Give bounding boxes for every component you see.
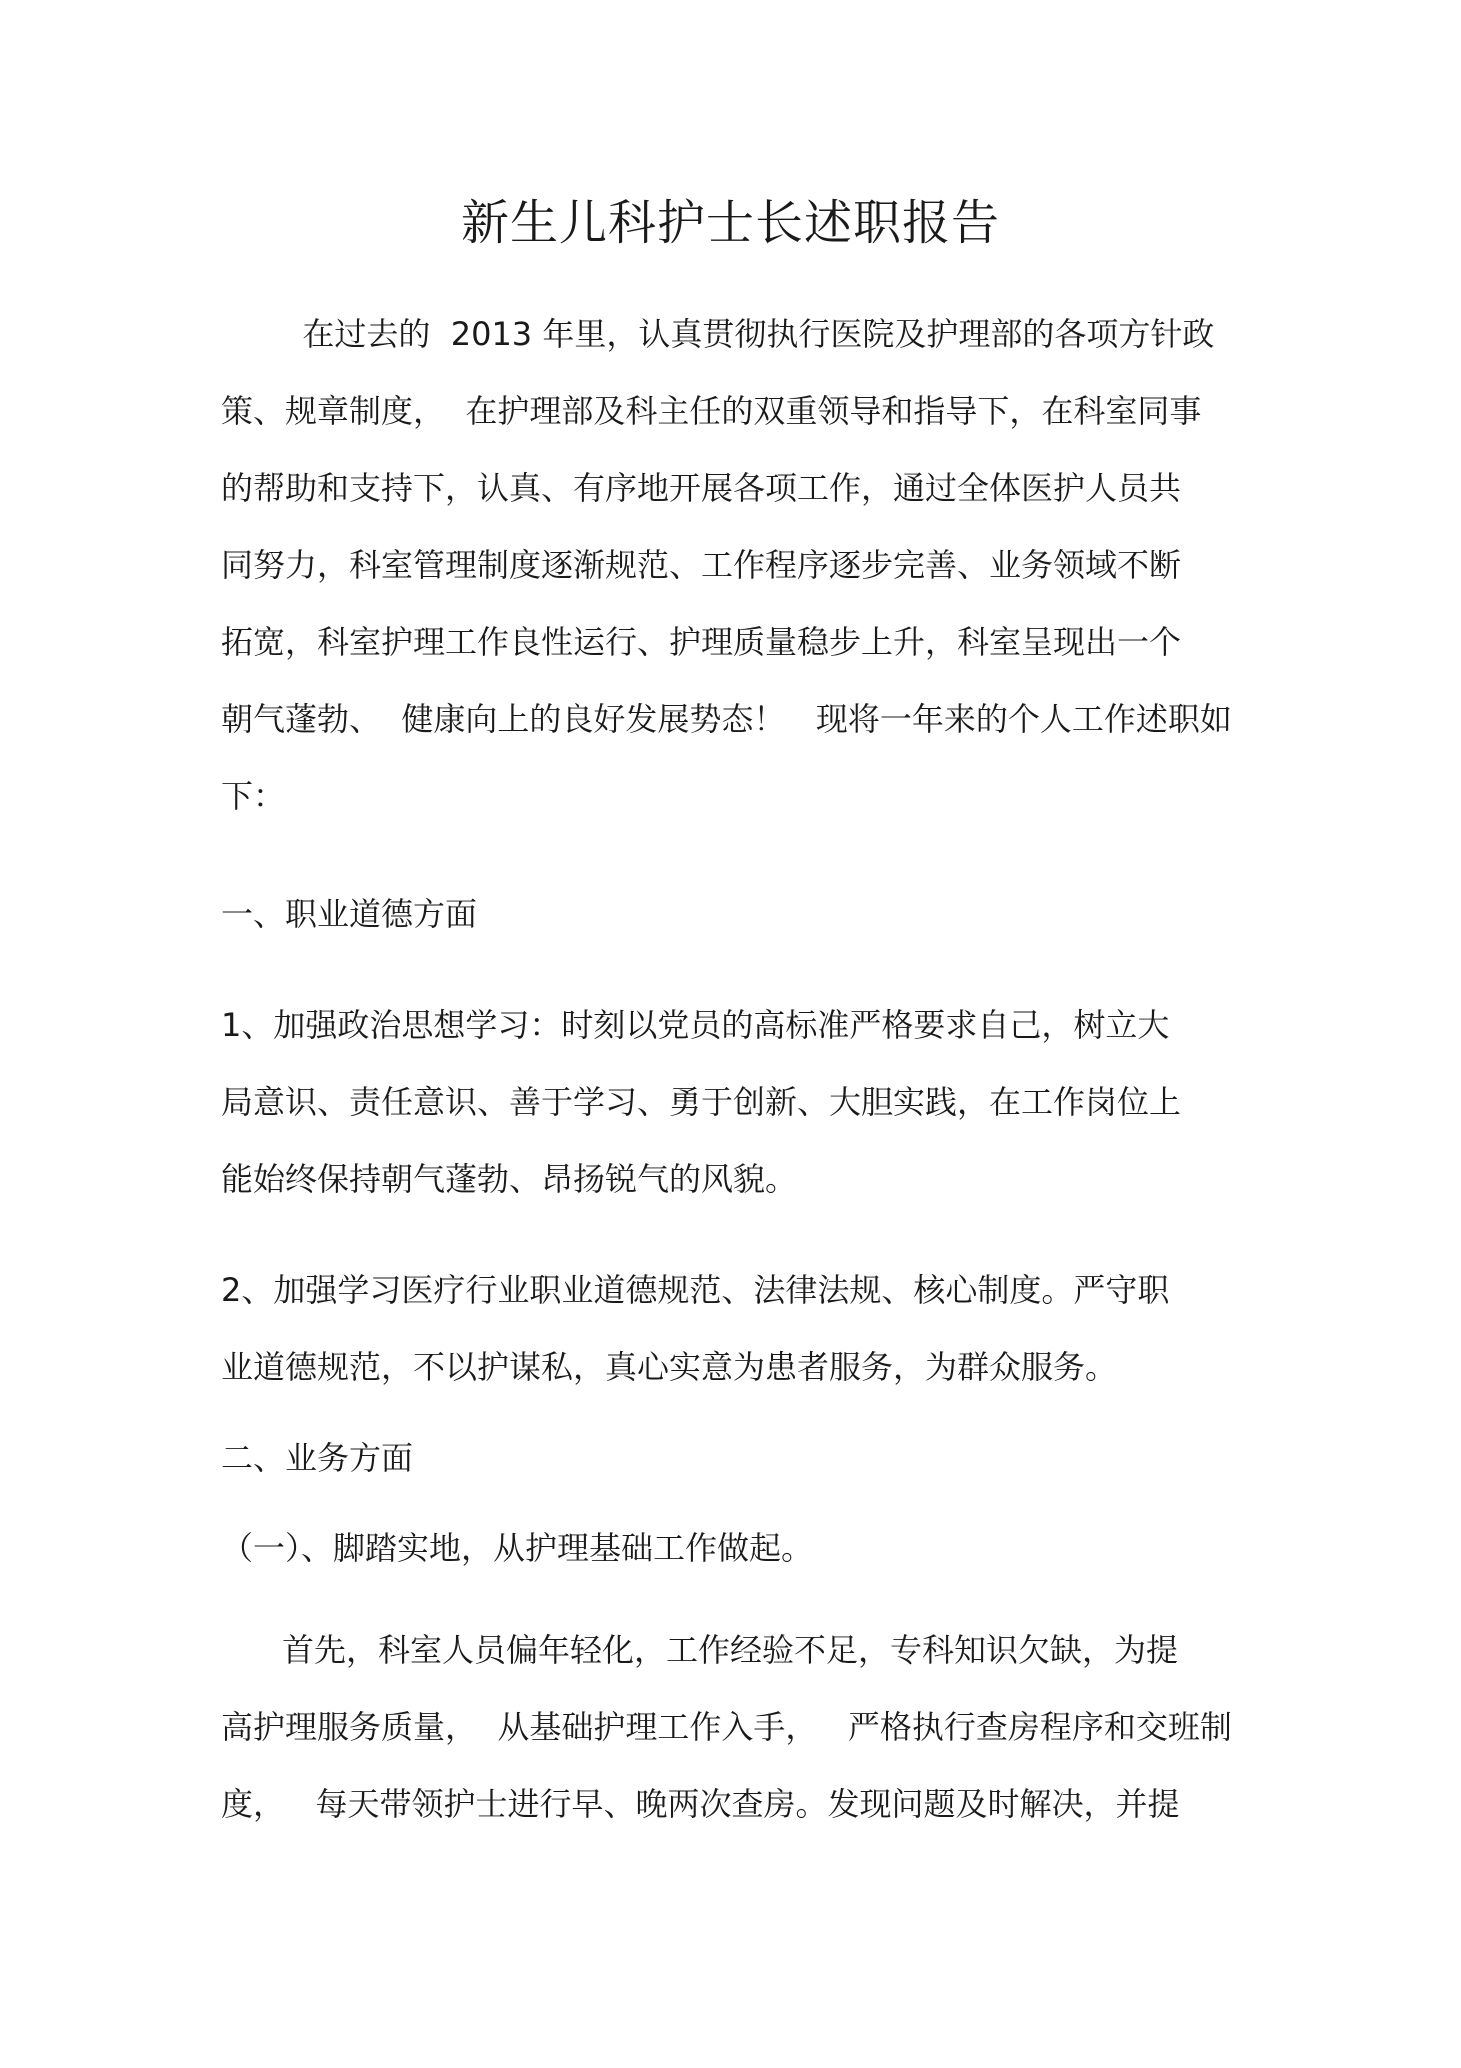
body-line: 二、业务方面 — [221, 1439, 414, 1477]
body-line: 首先，科室人员偏年轻化，工作经验不足，专科知识欠缺，为提 — [221, 1631, 1179, 1669]
body-line: 能始终保持朝气蓬勃、昂扬锐气的风貌。 — [221, 1160, 798, 1198]
body-line: 在过去的 2013 年里，认真贯彻执行医院及护理部的各项方针政 — [221, 315, 1215, 353]
body-line: 一、职业道德方面 — [221, 895, 478, 933]
body-line: 度， 每天带领护士进行早、晚两次查房。发现问题及时解决，并提 — [221, 1785, 1180, 1823]
body-line: 局意识、责任意识、善于学习、勇于创新、大胆实践，在工作岗位上 — [221, 1083, 1182, 1121]
document-title: 新生儿科护士长述职报告 — [460, 195, 1000, 251]
body-line: 拓宽，科室护理工作良性运行、护理质量稳步上升，科室呈现出一个 — [221, 623, 1182, 661]
body-line: 2、加强学习医疗行业职业道德规范、法律法规、核心制度。严守职 — [221, 1271, 1170, 1309]
body-line: 策、规章制度， 在护理部及科主任的双重领导和指导下，在科室同事 — [221, 392, 1202, 430]
body-line: （一）、脚踏实地，从护理基础工作做起。 — [221, 1529, 814, 1567]
body-line: 下： — [221, 777, 286, 815]
body-line: 高护理服务质量， 从基础护理工作入手， 严格执行查房程序和交班制 — [221, 1708, 1232, 1746]
body-line: 1、加强政治思想学习：时刻以党员的高标准严格要求自己，树立大 — [221, 1006, 1170, 1044]
body-line: 业道德规范，不以护谋私，真心实意为患者服务，为群众服务。 — [221, 1348, 1118, 1386]
body-line: 同努力，科室管理制度逐渐规范、工作程序逐步完善、业务领域不断 — [221, 546, 1182, 584]
body-line: 朝气蓬勃、 健康向上的良好发展势态！ 现将一年来的个人工作述职如 — [221, 700, 1232, 738]
body-line: 的帮助和支持下，认真、有序地开展各项工作，通过全体医护人员共 — [221, 469, 1182, 507]
